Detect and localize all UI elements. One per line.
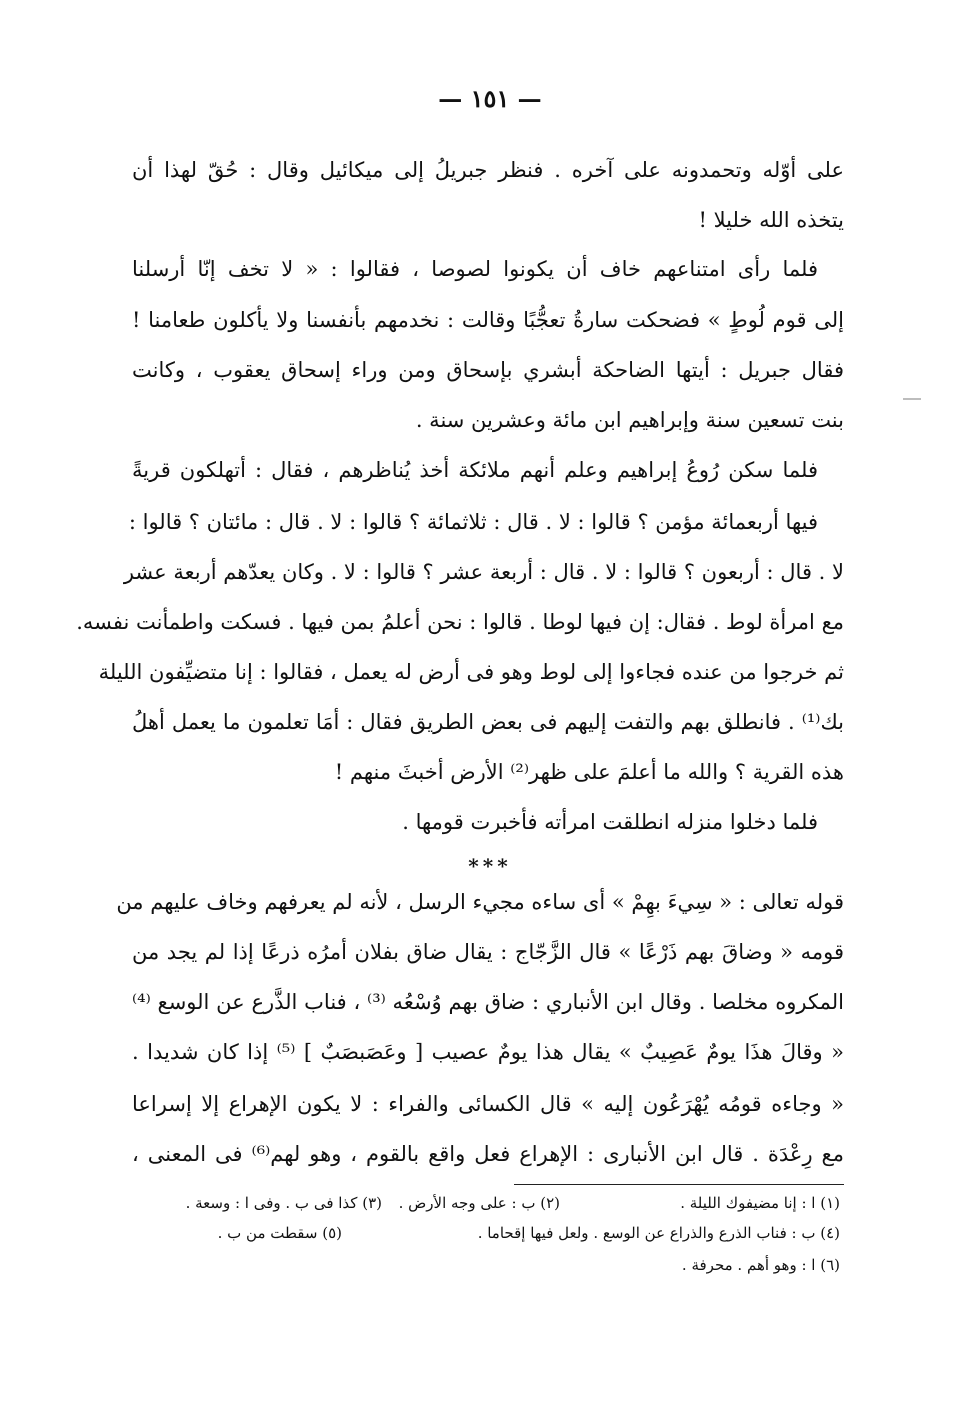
body-line-8: فيها أربعمائة مؤمن ؟ قالوا : لا . قال : ثلاثمائة ؟ قالوا : لا . قال : مائتان ؟ قالوا : bbox=[128, 510, 818, 534]
body-line-15: قوله تعالى : « سِيءَ بهِمْ » أى ساءه مجيء الرسل ، لأنه لم يعرفهم وخاف عليهم من bbox=[116, 890, 844, 914]
footnote-6: (٦) ا : وهو أهم . محرفة . bbox=[681, 1256, 840, 1274]
body-line-18: « وقالَ هذَا يومٌ عَصِيبٌ » يقال هذا يومٌ عصيب [ وعَصَبصَبٌ ] ⁽⁵⁾ إذا كان شديدا . bbox=[132, 1040, 844, 1064]
body-line-10: مع امرأة لوط . فقال: إن فيها لوطا . قالوا : نحن أعلمُ بمن فيها . فسكت واطمأنت نفسه. bbox=[76, 610, 844, 634]
footnote-rule bbox=[514, 1184, 844, 1185]
page-number: — ١٥١ — bbox=[438, 84, 542, 113]
footnote-1: (١) ا : إنا مضيفوك الليلة . bbox=[680, 1194, 840, 1212]
body-line-2: يتخذه الله خليلا ! bbox=[698, 208, 844, 232]
body-line-20: مع رِعْدَة . قال ابن الأنبارى : الإهراع فعل واقع بالقوم ، وهو لهم⁽⁶⁾ فى المعنى ، bbox=[132, 1142, 844, 1166]
body-line-16: قومه « وضاقَ بهم ذَرْعًا » قال الزَّجّاج : يقال ضاق بفلان أمرُه ذرعًا إذا لم يجد من bbox=[132, 940, 844, 964]
body-line-5: فقال جبريل : أيتها الضاحكة أبشري بإسحاق ومن وراء إسحاق يعقوب ، وكانت bbox=[132, 358, 844, 382]
body-line-9: لا . قال : أربعون ؟ قالوا : لا . قال : أربعة عشر ؟ قالوا : لا . وكان يعدّهم أربعة عشر bbox=[123, 560, 844, 584]
footnote-4: (٤) ب : فناب الذرع والذراع عن الوسع . ولعل فيها إقحاما . bbox=[477, 1224, 840, 1242]
body-line-1: على أوّله وتحمدونه على آخره . فنظر جبريلُ إلى ميكائيل وقال : حُقّ لهذا أن bbox=[132, 158, 844, 182]
body-line-13: هذه القرية ؟ والله ما أعلمَ على ظهر⁽²⁾ الأرض أخبثَ منهم ! bbox=[334, 760, 844, 784]
body-line-7: فلما سكن رُوعُ إبراهيم وعلم أنهم ملائكة أخذ يُناظرهم ، فقال : أتهلكون قريةً bbox=[132, 458, 818, 482]
footnote-5: (٥) سقطت من ب . bbox=[217, 1224, 342, 1242]
body-line-14: فلما دخلوا منزله انطلقت امرأته فأخبرت قومها . bbox=[402, 810, 818, 834]
body-line-11: ثم خرجوا من عنده فجاءوا إلى لوط وهو فى أرض له يعمل ، فقالوا : إنا متضيِّفون الليلة bbox=[98, 660, 844, 684]
margin-mark bbox=[903, 398, 921, 400]
body-line-17: المكروه مخلصا . وقال ابن الأنباري : ضاق بهم وُسْعُه ⁽³⁾ ، فناب الذَّرع عن الوسع ⁽⁴⁾ bbox=[132, 990, 844, 1014]
footnote-3: (٣) كذا فى ب . وفى ا : وسعة . bbox=[185, 1194, 382, 1212]
body-line-12: بك⁽¹⁾ . فانطلق بهم والتفت إليهم فى بعض الطريق فقال : أمَا تعلمون ما يعمل أهلُ bbox=[132, 710, 844, 734]
body-line-19: « وجاءه قومُه يُهْرَعُون إليه » قال الكسائى والفراء : لا يكون الإهراع إلا إسراعا bbox=[132, 1092, 844, 1116]
body-line-6: بنت تسعين سنة وإبراهيم ابن مائة وعشرين سنة . bbox=[415, 408, 844, 432]
section-separator: *** bbox=[468, 854, 512, 878]
footnote-2: (٢) ب : على وجه الأرض . bbox=[398, 1194, 560, 1212]
body-line-4: إلى قوم لُوطٍ » فضحكت سارةُ تعجُّبًا وقالت : نخدمهم بأنفسنا ولا يأكلون طعامنا ! bbox=[132, 308, 844, 332]
body-line-3: فلما رأى امتناعهم خاف أن يكونوا لصوصا ، فقالوا : « لا تخف إنّا أرسلنا bbox=[132, 257, 818, 281]
